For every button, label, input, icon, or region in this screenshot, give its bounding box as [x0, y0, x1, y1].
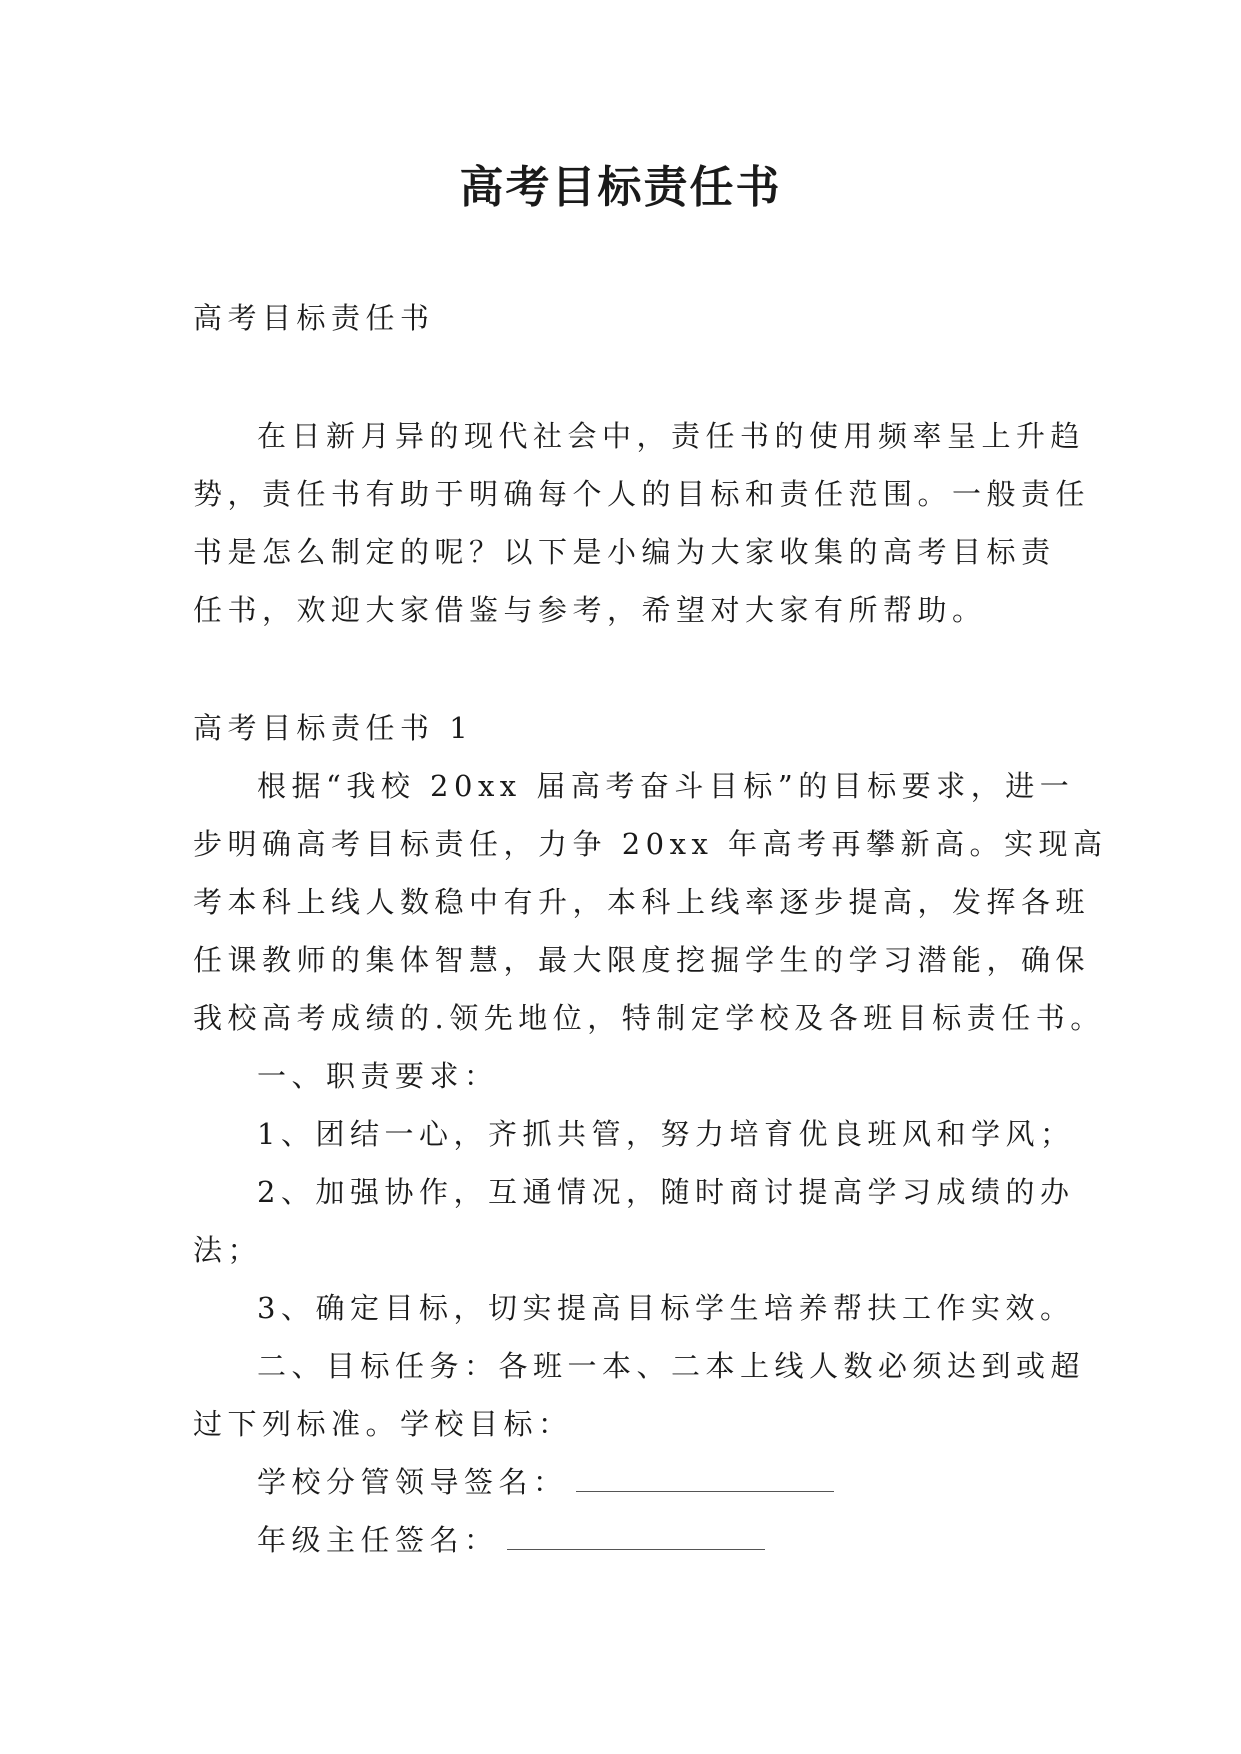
section-line-2: 步明确高考目标责任，力争 20xx 年高考再攀新高。实现高	[193, 827, 1108, 861]
section-heading: 高考目标责任书 1	[193, 711, 474, 745]
document-title: 高考目标责任书	[459, 162, 782, 213]
task-line-1: 二、目标任务：各班一本、二本上线人数必须达到或超	[257, 1349, 1086, 1383]
intro-line-2: 势，责任书有助于明确每个人的目标和责任范围。一般责任	[193, 477, 1091, 511]
grade-director-signature-line[interactable]	[507, 1535, 765, 1550]
duty-heading: 一、职责要求：	[257, 1059, 499, 1093]
intro-line-4: 任书，欢迎大家借鉴与参考，希望对大家有所帮助。	[193, 593, 987, 627]
leader-signature-row	[257, 1462, 834, 1502]
grade-director-signature-label: 年级主任签名：	[257, 1523, 499, 1557]
duty-item-2: 2、加强协作，互通情况，随时商讨提高学习成绩的办	[257, 1175, 1075, 1209]
section-line-5: 我校高考成绩的.领先地位，特制定学校及各班目标责任书。	[193, 1001, 1105, 1035]
subtitle: 高考目标责任书	[193, 301, 435, 335]
duty-item-2-cont: 法；	[193, 1233, 263, 1267]
duty-item-3: 3、确定目标，切实提高目标学生培养帮扶工作实效。	[257, 1291, 1075, 1325]
grade-director-signature-row	[257, 1520, 765, 1560]
section-line-3: 考本科上线人数稳中有升，本科上线率逐步提高，发挥各班	[193, 885, 1091, 919]
section-line-4: 任课教师的集体智慧，最大限度挖掘学生的学习潜能，确保	[193, 943, 1091, 977]
task-line-2: 过下列标准。学校目标：	[193, 1407, 573, 1441]
section-line-1: 根据“我校 20xx 届高考奋斗目标”的目标要求，进一	[257, 769, 1075, 803]
intro-line-1: 在日新月异的现代社会中，责任书的使用频率呈上升趋	[257, 419, 1086, 453]
duty-item-1: 1、团结一心，齐抓共管，努力培育优良班风和学风；	[257, 1117, 1075, 1151]
intro-line-3: 书是怎么制定的呢？以下是小编为大家收集的高考目标责	[193, 535, 1056, 569]
leader-signature-label: 学校分管领导签名：	[257, 1465, 568, 1499]
leader-signature-line[interactable]	[576, 1477, 834, 1492]
